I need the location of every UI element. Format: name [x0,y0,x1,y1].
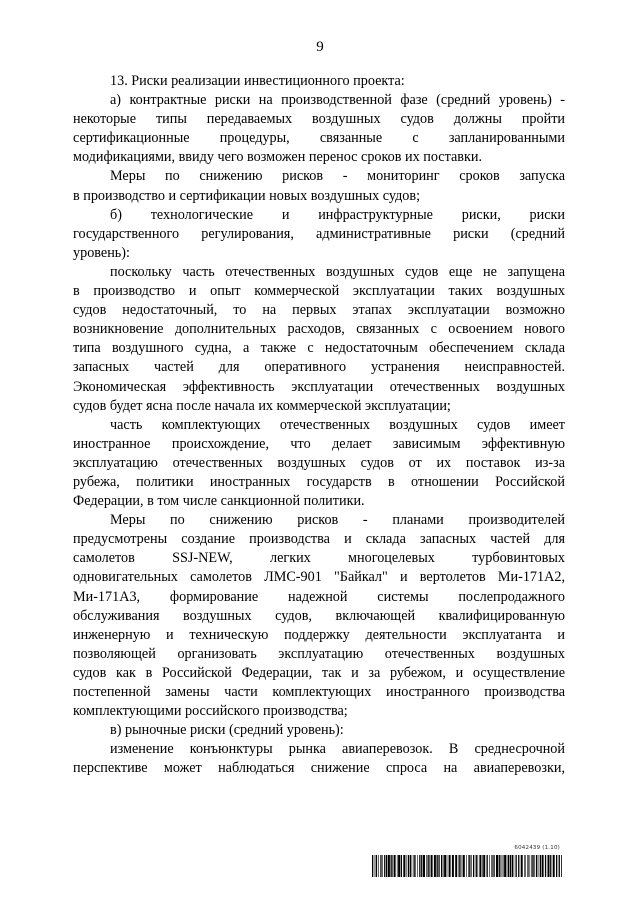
paragraph [73,511,565,721]
text-line: модификациями, ввиду чего возможен перенос сроков их поставки. [73,149,482,166]
paragraph [73,721,565,740]
text-line: б) технологические и инфраструктурные риски, риски [110,206,565,223]
text-line: 13. Риски реализации инвестиционного проекта: [110,73,405,89]
document-code: 6042439 (1.10) [514,845,560,851]
paragraph [73,263,565,416]
text-line: эксплуатацию отечественных воздушных судов от их поставок из-за [73,454,565,471]
text-line: часть комплектующих отечественных воздушных судов имеет [110,416,565,433]
text-line: а) контрактные риски на производственной фазе (средний уровень) - [110,92,565,109]
text-line: перспективе может наблюдаться снижение спроса на авиаперевозки, [73,760,565,777]
paragraph [73,416,565,511]
text-line: поскольку часть отечественных воздушных судов еще не запущена [110,263,565,280]
text-line: самолетов SSJ-NEW, легких многоцелевых турбовинтовых [73,550,565,567]
text-line: изменение конъюнктуры рынка авиаперевозок. В среднесрочной [110,741,565,758]
text-line: судов как в Российской Федерации, так и за рубежом, и осуществление [73,664,565,681]
text-line: Ми-171А3, формирование надежной системы послепродажного [73,588,565,605]
paragraph [73,167,565,205]
page-number: 9 [316,39,324,55]
text-line: некоторые типы передаваемых воздушных судов должны пройти [73,111,565,128]
text-line: Меры по снижению рисков - планами производителей [110,512,565,529]
text-line: предусмотрены создание производства и склада запасных частей для [73,531,565,548]
text-line: возникновение дополнительных расходов, связанных с освоением нового [73,321,565,338]
text-line: Меры по снижению рисков - мониторинг сроков запуска [110,168,565,185]
text-line: Федерации, в том числе санкционной политики. [73,493,365,510]
barcode-icon [372,855,562,877]
paragraph [73,91,565,167]
text-line: в производство и опыт коммерческой эксплуатации таких воздушных [73,283,565,300]
text-line: постепенной замены части комплектующих иностранного производства [73,684,565,700]
paragraph [73,206,565,263]
text-line: в производство и сертификации новых воздушных судов; [73,187,421,204]
text-line: позволяющей организовать эксплуатацию отечественных воздушных [73,645,565,662]
text-line: типа воздушного судна, а также с недостаточным обеспечением склада [73,340,565,357]
document-body [73,72,565,778]
text-line: в) рыночные риски (средний уровень): [110,722,344,739]
text-line: уровень): [73,244,130,261]
text-line: сертификационные процедуры, связанные с запланированными [73,130,565,147]
paragraph [73,72,565,91]
text-line: обслуживания воздушных судов, включающей квалифицированную [73,607,565,624]
text-line: иностранное происхождение, что делает зависимым эффективную [73,435,565,452]
text-line: судов будет ясна после начала их коммерческой эксплуатации; [73,397,451,414]
text-line: государственного регулирования, административные риски (средний [73,225,565,242]
text-line: Экономическая эффективность эксплуатации отечественных воздушных [73,378,565,395]
text-line: судов недостаточный, то на первых этапах эксплуатации возможно [73,302,565,319]
text-line: инженерную и техническую поддержку деятельности эксплуатанта и [73,626,565,643]
text-line: комплектующими российского производства; [73,703,348,720]
text-line: рубежа, политики иностранных государств в отношении Российской [73,473,565,490]
text-line: запасных частей для оперативного устранения неисправностей. [73,359,565,376]
paragraph [73,740,565,778]
text-line: одновигательных самолетов ЛМС-901 "Байкал" и вертолетов Ми-171А2, [73,569,565,586]
